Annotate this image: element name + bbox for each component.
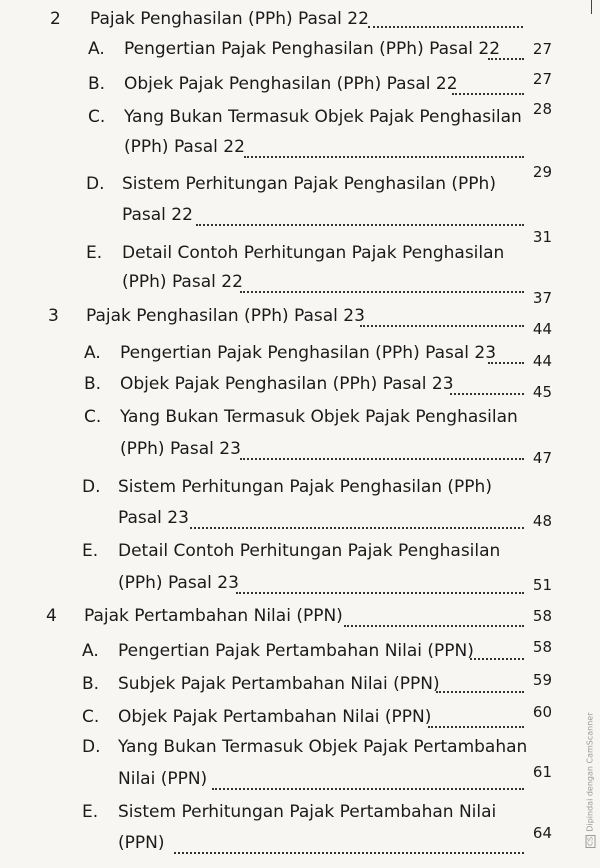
section-title: Objek Pajak Penghasilan (PPh) Pasal 22 (124, 74, 458, 94)
section-title: Pengertian Pajak Pertambahan Nilai (PPN) (118, 641, 474, 661)
page-number: 44 (532, 352, 552, 370)
dot-leader (360, 325, 524, 327)
section-title: Pengertian Pajak Penghasilan (PPh) Pasal 23 (120, 343, 497, 363)
page-number: 31 (532, 228, 552, 246)
section-title: Sistem Perhitungan Pajak Pertambahan Nilai (118, 802, 497, 822)
section-letter: D. (82, 477, 101, 497)
page-number: 27 (532, 40, 552, 58)
chapter-number: 2 (50, 9, 61, 29)
camscanner-logo-icon: CS (587, 836, 595, 846)
section-title: Yang Bukan Termasuk Objek Pajak Penghasilan (120, 407, 518, 427)
dot-leader (240, 291, 524, 293)
section-letter: E. (82, 802, 99, 822)
section-title: Yang Bukan Termasuk Objek Pajak Pertambahan (118, 737, 528, 757)
dot-leader (470, 658, 524, 660)
section-title: Sistem Perhitungan Pajak Penghasilan (PPh) (122, 174, 496, 194)
dot-leader (452, 93, 524, 95)
page-number: 37 (532, 289, 552, 307)
dot-leader (240, 458, 524, 460)
dot-leader (244, 156, 524, 158)
page-number: 29 (532, 163, 552, 181)
section-title-continued: (PPN) (118, 833, 165, 853)
dot-leader (190, 527, 524, 529)
section-letter: E. (82, 541, 99, 561)
dot-leader (488, 362, 524, 364)
section-letter: A. (88, 39, 105, 59)
section-title-continued: (PPh) Pasal 23 (120, 439, 241, 459)
chapter-title: Pajak Pertambahan Nilai (PPN) (84, 606, 343, 626)
dot-leader (488, 58, 524, 60)
camscanner-watermark (586, 712, 596, 848)
dot-leader (212, 788, 524, 790)
dot-leader (428, 726, 524, 728)
watermark-text: Dipindai dengan CamScanner (586, 712, 595, 832)
page-number: 28 (532, 100, 552, 118)
page-number: 47 (532, 449, 552, 467)
dot-leader (368, 26, 523, 28)
page-number: 51 (532, 576, 552, 594)
dot-leader (196, 224, 524, 226)
section-title-continued: Pasal 23 (118, 508, 189, 528)
page-number: 64 (532, 824, 552, 842)
section-letter: A. (82, 641, 99, 661)
section-title-continued: Pasal 22 (122, 205, 193, 225)
section-letter: B. (82, 674, 100, 694)
dot-leader (236, 592, 524, 594)
section-title: Detail Contoh Perhitungan Pajak Penghasilan (122, 243, 505, 263)
dot-leader (174, 852, 524, 854)
page-number: 60 (532, 703, 552, 721)
section-title: Pengertian Pajak Penghasilan (PPh) Pasal 22 (124, 39, 501, 59)
page-number: 58 (532, 638, 552, 656)
section-title-continued: (PPh) Pasal 23 (118, 573, 239, 593)
section-letter: A. (84, 343, 101, 363)
toc-chapter-row[interactable] (0, 8, 600, 32)
section-title: Detail Contoh Perhitungan Pajak Penghasilan (118, 541, 501, 561)
section-letter: C. (88, 107, 106, 127)
chapter-number: 3 (48, 306, 59, 326)
dot-leader (344, 625, 524, 627)
page-number: 61 (532, 763, 552, 781)
page-number: 59 (532, 671, 552, 689)
section-title: Objek Pajak Pertambahan Nilai (PPN) (118, 707, 432, 727)
section-title: Subjek Pajak Pertambahan Nilai (PPN) (118, 674, 440, 694)
chapter-number: 4 (46, 606, 57, 626)
page-number: 27 (532, 70, 552, 88)
section-title: Sistem Perhitungan Pajak Penghasilan (PPh) (118, 477, 492, 497)
section-letter: E. (86, 243, 103, 263)
section-title-continued: (PPh) Pasal 22 (122, 272, 243, 292)
section-letter: D. (86, 174, 105, 194)
chapter-title: Pajak Penghasilan (PPh) Pasal 22 (90, 9, 369, 29)
page-number: 48 (532, 512, 552, 530)
dot-leader (436, 691, 524, 693)
section-title: Yang Bukan Termasuk Objek Pajak Penghasilan (124, 107, 522, 127)
section-title: Objek Pajak Penghasilan (PPh) Pasal 23 (120, 374, 454, 394)
section-title-continued: (PPh) Pasal 22 (124, 137, 245, 157)
section-letter: C. (84, 407, 102, 427)
section-title-continued: Nilai (PPN) (118, 769, 208, 789)
section-letter: C. (82, 707, 100, 727)
chapter-title: Pajak Penghasilan (PPh) Pasal 23 (86, 306, 365, 326)
section-letter: B. (88, 74, 106, 94)
section-letter: D. (82, 737, 101, 757)
page-number: 44 (532, 320, 552, 338)
dot-leader (450, 393, 524, 395)
section-letter: B. (84, 374, 102, 394)
page-number: 45 (532, 383, 552, 401)
page-number: 58 (532, 607, 552, 625)
